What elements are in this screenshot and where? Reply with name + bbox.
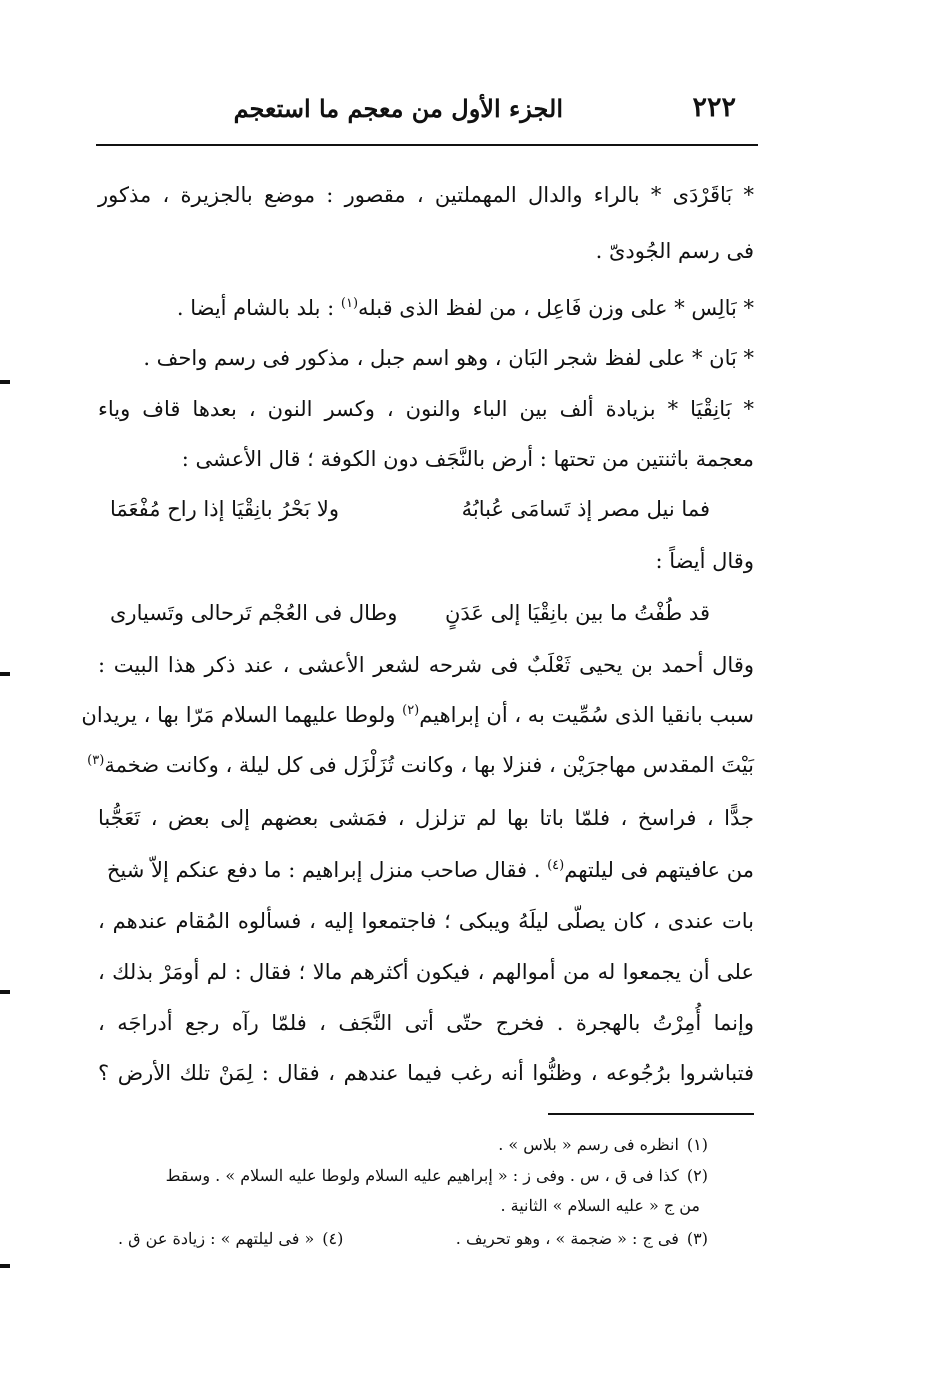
body-line-2: فى رسم الجُودىّ .: [595, 239, 754, 263]
footnote-ref-2: (٢): [402, 703, 420, 718]
body-line-4: * بَان * على لفظ شجر البَان ، وهو اسم جبل ، مذكور فى رسم واحف .: [143, 346, 754, 370]
scan-edge-mark: [0, 990, 10, 994]
page-header: [96, 92, 758, 142]
body-line-10: [87, 750, 754, 780]
body-line-11: جدًّا ، فراسخ ، فلمّا باتا بها لم تزلزل ، فمَشى بعضهم إلى بعض ، تَعَجُّبا: [98, 806, 754, 830]
footnote-1: [98, 1132, 708, 1158]
body-line-7: وقال أيضاً :: [655, 549, 754, 573]
body-line-9-text: سبب بانقيا الذى سُمِّيت به ، أن إبراهيم: [419, 703, 754, 727]
footnote-3-text: فى ج : « ضجمة » ، وهو تحريف .: [455, 1229, 679, 1248]
footnote-2-number: (٢): [686, 1166, 708, 1185]
footnote-ref-3: (٣): [87, 753, 105, 768]
body-line-3-text: * بَالِس * على وزن فَاعِل ، من لفظ الذى قبله: [358, 296, 754, 320]
footnote-2: [98, 1163, 708, 1189]
footnote-2-continued: [98, 1193, 708, 1219]
verse-1-second-hemistich: ولا بَحْرُ بانِقْيَا إذا راح مُفْعَمَا: [110, 497, 340, 521]
footnote-4: [118, 1226, 343, 1252]
page-number: ٢٢٢: [692, 92, 736, 123]
footnote-ref-1: (١): [340, 296, 359, 311]
body-line-5: * بَانِقْيَا * بزيادة ألف بين الباء والنون ، وكسر النون ، بعدها قاف وياء: [98, 397, 754, 421]
body-line-3: [98, 293, 754, 323]
scan-edge-mark: [0, 1264, 10, 1268]
footnote-rule: [548, 1113, 754, 1115]
footnote-ref-4: (٤): [547, 858, 565, 873]
body-line-16: فتباشروا برُجُوعه ، وظنُّوا أنه رغب فيما عندهم ، فقال : لِمَنْ تلك الأرض ؟: [98, 1061, 754, 1085]
body-line-15: وإنما أُمِرْتُ بالهجرة . فخرج حتّى أتى النَّجَف ، فلمّا رآه رجع أدراجَه ،: [98, 1011, 754, 1035]
footnote-1-number: (١): [686, 1135, 708, 1154]
footnote-2-text: كذا فى ق ، س . وفى ز : « إبراهيم عليه السلام ولوطا عليه السلام » . وسقط: [165, 1166, 679, 1185]
body-line-12: [98, 855, 754, 885]
body-line-1: * بَاقَرْدَى * بالراء والدال المهملتين ، مقصور : موضع بالجزيرة ، مذكور: [98, 183, 754, 207]
body-line-9-tail: ولوطا عليهما السلام مَرّا بها ، يريدان: [81, 703, 403, 727]
body-line-10-text: بَيْتَ المقدس مهاجرَيْن ، فنزلا بها ، وكانت تُزَلْزَل فى كل ليلة ، وكانت ضخمة: [104, 753, 754, 777]
body-line-13: بات عندى ، كان يصلّى ليلَهُ ويبكى ؛ فاجتمعوا إليه ، فسألوه المُقام عندهم ،: [98, 909, 754, 933]
verse-2-first-hemistich: قد طُفْتُ ما بين بانِقْيَا إلى عَدَنٍ: [444, 601, 710, 625]
footnote-3-number: (٣): [686, 1229, 708, 1248]
body-line-9: [81, 700, 754, 730]
header-rule: [96, 144, 758, 146]
running-title: الجزء الأول من معجم ما استعجم: [233, 94, 563, 123]
footnote-3-4: [98, 1226, 708, 1252]
body-line-14: على أن يجمعوا له من أموالهم ، فيكون أكثرهم مالا ؛ فقال : لم أومَرْ بذلك ،: [98, 960, 754, 984]
body-line-3-tail: : بلد بالشام أيضا .: [176, 296, 341, 320]
footnote-4-text: « فى ليلتهم » : زيادة عن ق .: [118, 1229, 315, 1248]
body-line-8: وقال أحمد بن يحيى ثَعْلَبٌ فى شرحه لشعر الأعشى ، عند ذكر هذا البيت :: [98, 653, 754, 677]
body-line-12-text: من عافيتهم فى ليلتهم: [564, 858, 754, 882]
footnote-1-text: انظره فى رسم « بلاس » .: [498, 1135, 679, 1154]
verse-1-first-hemistich: فما نيل مصر إذ تَسامَى عُبابُهُ: [461, 497, 710, 521]
scan-edge-mark: [0, 672, 10, 676]
footnote-2-cont-text: من ج « عليه السلام » الثانية .: [500, 1196, 700, 1215]
scan-edge-mark: [0, 380, 10, 384]
footnote-4-number: (٤): [322, 1229, 344, 1248]
verse-2-second-hemistich: وطال فى العُجْم تَرحالى وتَسيارى: [110, 601, 398, 625]
body-line-6: معجمة باثنتين من تحتها : أرض بالنَّجَف دون الكوفة ؛ قال الأعشى :: [181, 447, 754, 471]
body-line-12-tail: . فقال صاحب منزل إبراهيم : ما دفع عنكم إلاّ شيخ: [106, 858, 548, 882]
